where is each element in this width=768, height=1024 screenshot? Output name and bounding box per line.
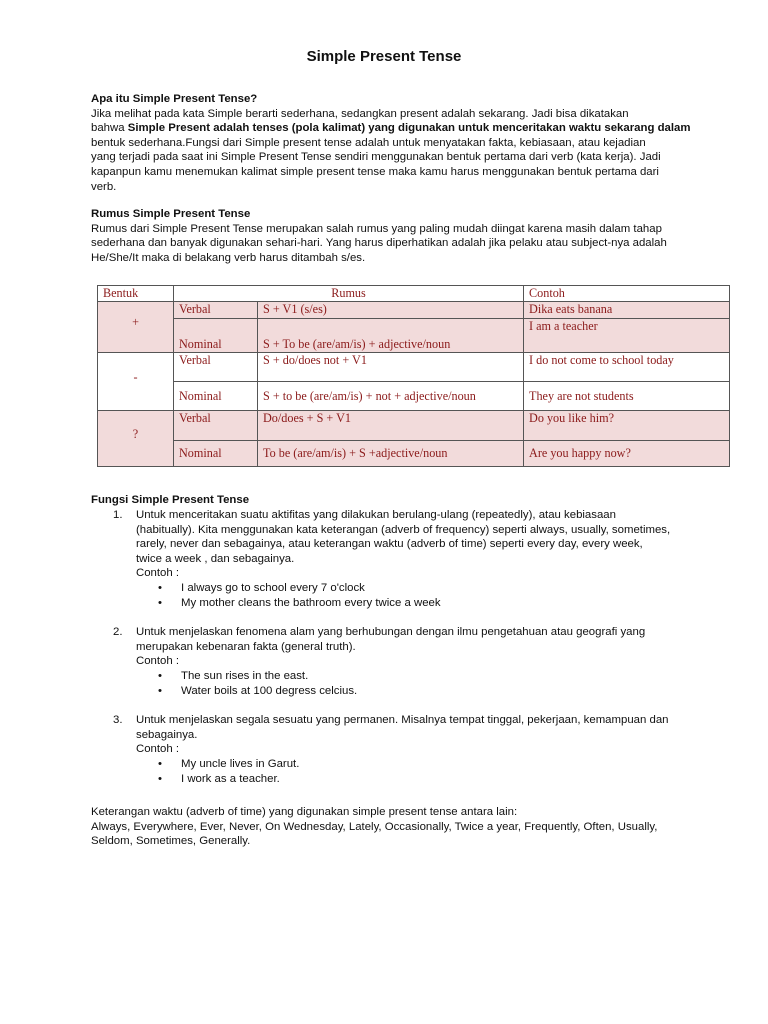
- list-item: [91, 713, 731, 786]
- bullet-icon: •: [158, 757, 162, 770]
- example-text: Water boils at 100 degress celcius.: [181, 684, 358, 697]
- header-bentuk: Bentuk: [98, 286, 174, 302]
- item-line: rarely, never dan sebagainya, atau keterangan waktu (adverb of time) seperti every day, every week,: [136, 538, 643, 551]
- bullet-icon: •: [158, 669, 162, 682]
- intro-section: [91, 92, 731, 194]
- table-row: [98, 411, 730, 441]
- fungsi-heading: Fungsi Simple Present Tense: [91, 494, 250, 506]
- intro-line: Jika melihat pada kata Simple berarti sederhana, sedangkan present adalah sekarang. Jadi bisa dikatakan: [91, 107, 629, 120]
- intro-line: bentuk sederhana.Fungsi dari Simple present tense adalah untuk menyatakan fakta, kebiasaan, atau kejadian: [91, 136, 646, 149]
- fungsi-list: [91, 508, 731, 786]
- keterangan-line: Keterangan waktu (adverb of time) yang digunakan simple present tense antara lain:: [91, 806, 518, 818]
- fungsi-heading-block: [91, 493, 731, 508]
- intro-line: [91, 121, 731, 136]
- keterangan-section: [91, 805, 731, 849]
- bullet-icon: •: [158, 596, 162, 609]
- positive-verbal-type: Verbal: [174, 302, 258, 319]
- intro-line: yang terjadi pada saat ini Simple Present Tense sendiri menggunakan bentuk pertama dari verb (kata kerja). Jadi: [91, 151, 661, 164]
- negative-verbal-formula: S + do/does not + V1: [258, 353, 524, 382]
- item-number: 1.: [113, 509, 123, 521]
- list-item: [91, 625, 731, 698]
- item-line: twice a week , dan sebagainya.: [136, 552, 295, 565]
- keterangan-line: Always, Everywhere, Ever, Never, On Wednesday, Lately, Occasionally, Twice a year, Frequently, Often, Usually,: [91, 820, 658, 833]
- rumus-section: [91, 207, 731, 265]
- example-item: [136, 596, 731, 611]
- negative-verbal-example: I do not come to school today: [524, 353, 730, 382]
- intro-line: kapanpun kamu menemukan kalimat simple present tense maka kamu harus menggunakan bentuk pertama dari: [91, 165, 659, 178]
- keterangan-line: Seldom, Sometimes, Generally.: [91, 835, 251, 848]
- example-item: [136, 669, 731, 684]
- table-row: [98, 382, 730, 411]
- item-number: 3.: [113, 714, 123, 727]
- item-number: 2.: [113, 626, 123, 639]
- question-verbal-example: Do you like him?: [524, 411, 730, 441]
- table-header-row: [98, 286, 730, 302]
- contoh-label: Contoh :: [136, 567, 180, 580]
- item-line: Untuk menceritakan suatu aktifitas yang dilakukan berulang-ulang (repeatedly), atau kebiasaan: [136, 509, 616, 521]
- example-item: [136, 757, 731, 772]
- example-text: I always go to school every 7 o'clock: [181, 581, 365, 594]
- contoh-label: Contoh :: [136, 655, 180, 668]
- question-nominal-formula: To be (are/am/is) + S +adjective/noun: [258, 441, 524, 467]
- question-symbol: ?: [98, 411, 174, 467]
- example-list: [136, 669, 731, 698]
- contoh-label: Contoh :: [136, 743, 180, 756]
- header-rumus: Rumus: [174, 286, 524, 302]
- item-line: (habitually). Kita menggunakan kata keterangan (adverb of frequency) seperti always, usually, sometimes,: [136, 523, 671, 536]
- rumus-heading: Rumus Simple Present Tense: [91, 208, 251, 220]
- question-nominal-example: Are you happy now?: [524, 441, 730, 467]
- example-text: My mother cleans the bathroom every twice a week: [181, 596, 441, 609]
- example-list: [136, 581, 731, 610]
- intro-heading: Apa itu Simple Present Tense?: [91, 93, 258, 105]
- negative-nominal-type: Nominal: [174, 382, 258, 411]
- rumus-table: [97, 285, 730, 467]
- negative-verbal-type: Verbal: [174, 353, 258, 382]
- rumus-line: He/She/It maka di belakang verb harus ditambah s/es.: [91, 251, 366, 264]
- bullet-icon: •: [158, 581, 162, 594]
- table-row: [98, 302, 730, 319]
- positive-symbol: +: [98, 302, 174, 353]
- table-row: [98, 441, 730, 467]
- table-row: [98, 319, 730, 353]
- positive-nominal-formula: S + To be (are/am/is) + adjective/noun: [258, 319, 524, 353]
- negative-nominal-formula: S + to be (are/am/is) + not + adjective/noun: [258, 382, 524, 411]
- negative-nominal-example: They are not students: [524, 382, 730, 411]
- intro-text: bahwa: [91, 122, 128, 135]
- item-line: merupakan kebenaran fakta (general truth).: [136, 640, 356, 653]
- table-row: [98, 353, 730, 382]
- question-verbal-formula: Do/does + S + V1: [258, 411, 524, 441]
- list-item: [91, 508, 731, 610]
- intro-line: verb.: [91, 180, 117, 193]
- item-line: Untuk menjelaskan fenomena alam yang berhubungan dengan ilmu pengetahuan atau geografi yang: [136, 626, 646, 639]
- intro-bold-text: Simple Present adalah tenses (pola kalimat) yang digunakan untuk menceritakan waktu sekarang dalam: [127, 122, 691, 135]
- example-text: I work as a teacher.: [181, 772, 280, 785]
- example-item: [136, 581, 731, 596]
- bullet-icon: •: [158, 684, 162, 697]
- question-nominal-type: Nominal: [174, 441, 258, 467]
- page-title: Simple Present Tense: [306, 48, 462, 65]
- item-line: sebagainya.: [136, 728, 198, 741]
- rumus-line: Rumus dari Simple Present Tense merupakan salah rumus yang paling mudah diingat karena masih dalam tahap: [91, 222, 662, 235]
- question-verbal-type: Verbal: [174, 411, 258, 441]
- bullet-icon: •: [158, 772, 162, 785]
- example-text: The sun rises in the east.: [181, 669, 309, 682]
- example-item: [136, 772, 731, 787]
- item-line: Untuk menjelaskan segala sesuatu yang permanen. Misalnya tempat tinggal, pekerjaan, kemampuan dan: [136, 714, 669, 727]
- rumus-line: sederhana dan banyak digunakan sehari-hari. Yang harus diperhatikan adalah jika pelaku atau subject-nya adalah: [91, 237, 667, 250]
- example-list: [136, 757, 731, 786]
- negative-symbol: -: [98, 353, 174, 411]
- positive-verbal-example: Dika eats banana: [524, 302, 730, 319]
- header-contoh: Contoh: [524, 286, 730, 302]
- example-item: [136, 684, 731, 699]
- positive-nominal-example: I am a teacher: [524, 319, 730, 353]
- example-text: My uncle lives in Garut.: [181, 757, 300, 770]
- positive-nominal-type: Nominal: [174, 319, 258, 353]
- positive-verbal-formula: S + V1 (s/es): [258, 302, 524, 319]
